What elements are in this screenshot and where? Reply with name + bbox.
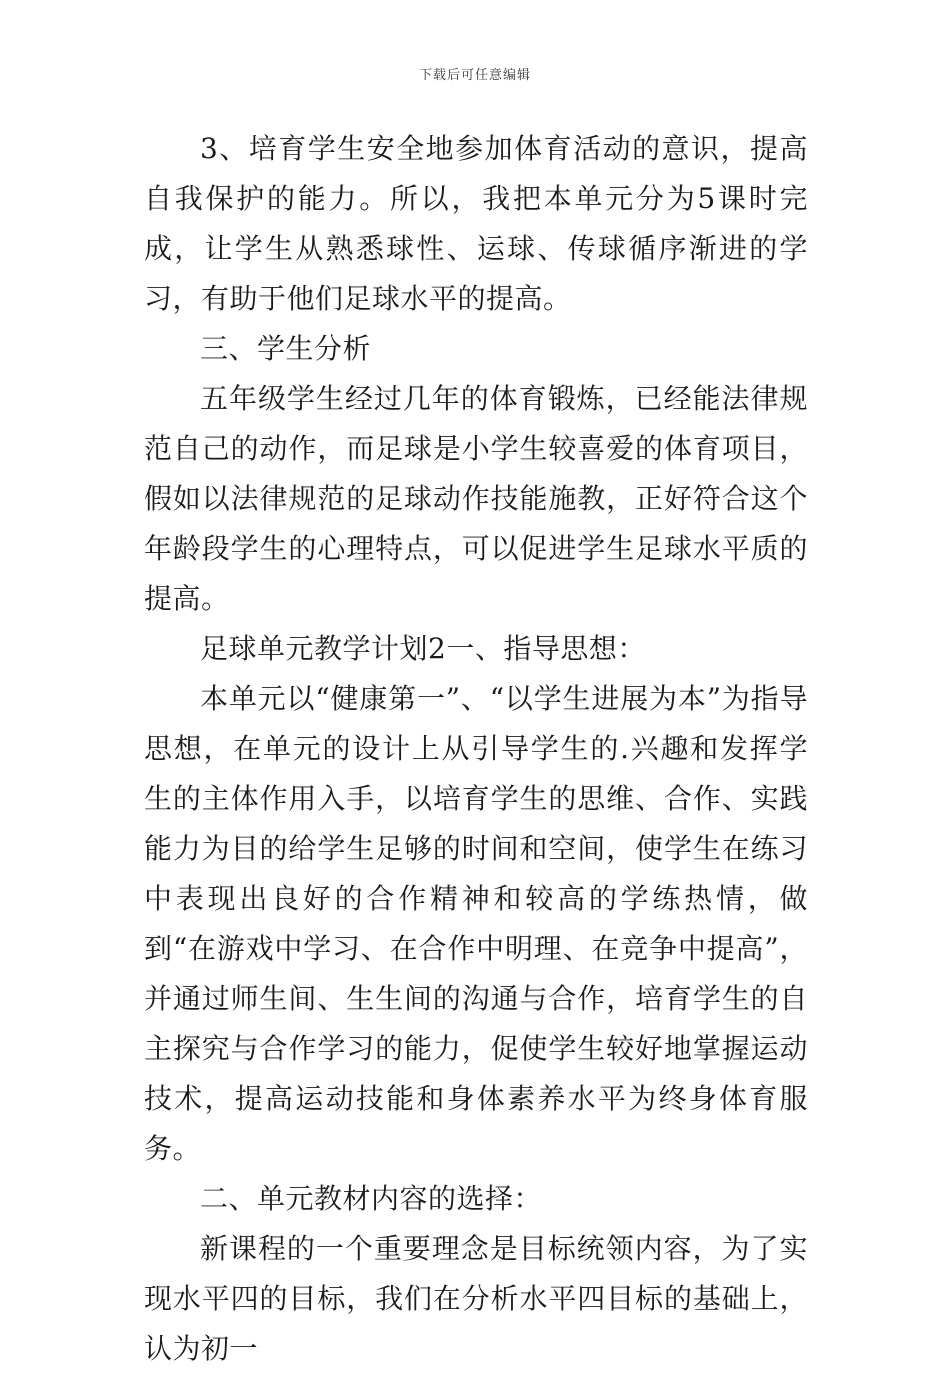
paragraph-material-selection: 新课程的一个重要理念是目标统领内容，为了实现水平四的目标，我们在分析水平四目标的基础上，认为初一	[144, 1232, 808, 1365]
heading-student-analysis: 三、学生分析	[200, 332, 372, 365]
header-note: 下载后可任意编辑	[418, 68, 531, 83]
paragraph-safety-awareness: 3、培育学生安全地参加体育活动的意识，提高自我保护的能力。所以，我把本单元分为5课时完成，让学生从熟悉球性、运球、传球循序渐进的学习，有助于他们足球水平的提高。	[144, 132, 808, 315]
document-body	[144, 124, 808, 1374]
paragraph-guiding-ideology: 本单元以“健康第一”、“以学生进展为本”为指导思想，在单元的设计上从引导学生的.兴趣和发挥学生的主体作用入手，以培育学生的思维、合作、实践能力为目的给学生足够的时间和空间，使学生在练习中表现出良好的合作精神和较高的学练热情，做到“在游戏中学习、在合作中明理、在竞争中提高”，并通过师生间、生生间的沟通与合作，培育学生的自主探究与合作学习的能力，促使学生较好地掌握运动技术，提高运动技能和身体素养水平为终身体育服务。	[144, 682, 808, 1165]
paragraph-student-analysis: 五年级学生经过几年的体育锻炼，已经能法律规范自己的动作，而足球是小学生较喜爱的体育项目，假如以法律规范的足球动作技能施教，正好符合这个年龄段学生的心理特点，可以促进学生足球水平质的提高。	[144, 382, 808, 615]
heading-guiding-ideology: 足球单元教学计划2一、指导思想：	[200, 632, 646, 665]
heading-material-selection: 二、单元教材内容的选择：	[200, 1182, 543, 1215]
